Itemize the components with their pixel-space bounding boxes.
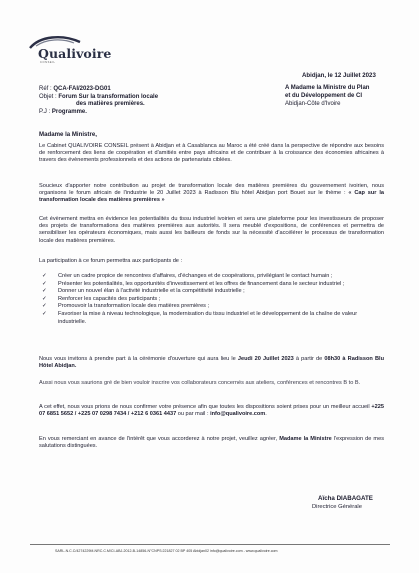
confirmation-period: . [265,411,267,418]
invitation-text: Nous vous invitons à prendre part à la cérémonie d'ouverture qui aura lieu le [39,356,238,362]
ref-value: QCA-FAI/2023-DG01 [53,86,111,92]
closing-text: En vous remerciant en avance de l'intérêt que vous accorderez à notre projet, veuillez agréer, [39,436,280,442]
salutation: Madame la Ministre, [39,131,97,138]
invitation-text-2: à partir de [293,356,325,362]
list-item: ✓ Donner un nouvel élan à l'activité industrielle et la compétitivité industrielle ; [38,288,378,296]
paragraph-invitation [39,356,384,370]
objet-value-2: des matières premières. [76,101,145,107]
invitation-time-place: 08h30 à Radisson Blu Hôtel Abidjan. [39,356,384,370]
letter-date: Abidjan, le 12 Juillet 2023 [302,72,376,79]
list-item: ✓ Créer un cadre propice de rencontres d'affaires, d'échanges et de coopérations, privilégiant le contact humain ; [38,273,378,281]
footer-divider [30,544,390,545]
closing-text-2: l'expression de mes salutations distinguées. [39,436,384,450]
pj-label: P.J : [39,109,52,115]
contact-phones: +225 07 6851 5652 / +225 07 0298 7434 / +212 6 0361 4437 [39,404,384,418]
paragraph-forum-text: Soucieux d'apporter notre contribution au projet de transformation locale des matières premières du gouvernement ivoirien, nous organisons le forum africain de l'industrie le 20 Juillet 2023 à Radisson Blu hôtel Abidjan port Bouet sur le thème : [39,183,384,197]
logo-name: Qualivoire [38,46,112,61]
list-item: ✓ Renforcer les capacités des participants ; [38,296,378,304]
recipient-line-1: A Madame la Ministre du Plan [285,85,370,91]
paragraph-forum [39,183,384,205]
objectives-list [38,273,378,326]
paragraph-participation: La participation à ce forum permettra aux participants de : [39,258,183,264]
reference-line [39,86,111,93]
footer-legal: SARL-N.C.C/4274229M-NRC.C.M/CI-ABJ-2012-B-14856-N°CNPS:221827 02 BP 405 Abidjan02 info@qualivoire.com - www.qualivoire.com [55,549,278,553]
signatory-name: Aïcha DIABAGATE [318,495,373,502]
invitation-date: Jeudi 20 Juillet 2023 [237,356,294,362]
contact-email[interactable]: info@qualivoire.com [210,411,266,418]
paragraph-closing [39,436,384,450]
list-item: ✓ Présenter les potentialités, les opportunités d'investissement et les offres de financement dans le secteur industriel ; [38,281,378,289]
list-item: ✓ Promouvoir la transformation locale des matières premières ; [38,303,378,311]
recipient-line-2: et du Développement de CI [285,93,363,99]
paragraph-confirmation [39,404,384,418]
objet-label: Objet : [39,94,59,100]
recipient-line-3: Abidjan-Côte d'Ivoire [285,101,341,107]
objet-value-1: Forum Sur la transformation locale [58,94,159,100]
confirmation-text-2: ou par mail : [176,411,211,418]
list-item: ✓ Favoriser la mise à niveau technologique, la modernisation du tissu industriel et le développement de la chaîne de valeur industrielle. [38,311,378,326]
pj-value: Programme. [51,109,87,115]
closing-addressee: Madame la Ministre [279,436,332,442]
paragraph-intro: Le Cabinet QUALIVOIRE CONSEIL présent à Abidjan et à Casablanca au Maroc a été créé dans la perspective de répondre aux besoins de renforcement des liens de coopération et d'amitiés entre pays africains et de contribuer à la croissance des économies africaines à travers des évènements professionnels et des actions de partenariats ciblées. [39,143,384,164]
ref-label: Réf : [39,86,54,92]
signatory-title: Directrice Générale [312,504,362,510]
paragraph-event: Cet évènement mettra en évidence les potentialités du tissu industriel ivoirien et sera une plateforme pour les investisseurs de proposer des projets de transformations des matières premières aux autorités. Il sera meublé d'expositions, de conférences et permettra de sensibiliser les opérateurs économiques, mais aussi les bailleurs de fonds sur la nécessité d'accélérer le processus de transformation locale des matières premières. [39,216,384,244]
confirmation-text: A cet effet, nous vous prions de nous confirmer votre présence afin que toutes les dispositions soient prises pour un meilleur accueil [39,404,372,410]
logo-tagline: CONSEIL [40,61,56,64]
forum-theme: « Cap sur la transformation locale des matières premières » [39,190,384,204]
paragraph-collaborators: Aussi nous vous saurions gré de bien vouloir inscrire vos collaborateurs concernés aux ateliers, conférences et rencontres B to B. [39,380,361,386]
qualivoire-logo [22,34,112,70]
pj-line [39,109,87,116]
